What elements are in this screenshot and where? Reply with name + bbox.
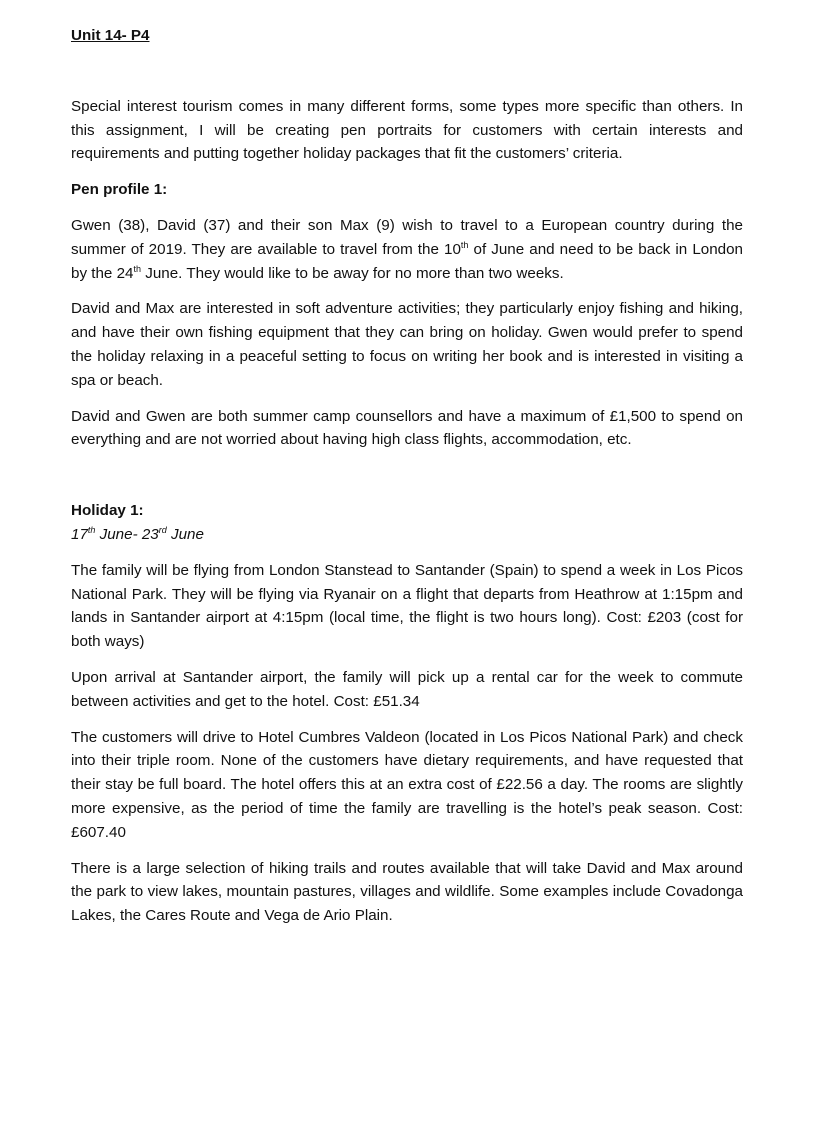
holiday-dates xyxy=(71,523,743,547)
profile-p1-sup-1: th xyxy=(460,239,469,250)
pen-profile-heading: Pen profile 1: xyxy=(71,181,168,199)
profile-p1-text-a: Gwen (38), David (37) and their son Max (9) wish to travel to a European country during the summer of 2019. They are available to travel from the 10 xyxy=(71,216,743,258)
holiday-heading: Holiday 1: xyxy=(71,502,144,520)
profile-p1-sup-2: th xyxy=(133,263,142,274)
holiday-paragraph-2: Upon arrival at Santander airport, the family will pick up a rental car for the week to commute between activities and get to the hotel. Cost: £51.34 xyxy=(71,668,743,710)
dates-text-c: June xyxy=(166,525,204,543)
intro-paragraph: Special interest tourism comes in many different forms, some types more specific than others. In this assignment, I will be creating pen portraits for customers with certain interests and requirements and putting together holiday packages that fit the customers’ criteria. xyxy=(71,97,743,163)
dates-sup-1: th xyxy=(87,524,96,535)
holiday-paragraph-3: The customers will drive to Hotel Cumbres Valdeon (located in Los Picos National Park) and check into their triple room. None of the customers have dietary requirements, and have requested that their stay be full board. The hotel offers this at an extra cost of £22.56 a day. The rooms are slightly more expensive, as the period of time the family are travelling is the hotel’s peak season. Cost: £607.40 xyxy=(71,728,743,841)
dates-text-a: 17 xyxy=(71,525,88,543)
document-page xyxy=(71,24,743,928)
dates-sup-2: rd xyxy=(158,524,167,535)
profile-paragraph-3: David and Gwen are both summer camp counsellors and have a maximum of £1,500 to spend on everything and are not worried about having high class flights, accommodation, etc. xyxy=(71,407,743,449)
profile-paragraph-2: David and Max are interested in soft adventure activities; they particularly enjoy fishing and hiking, and have their own fishing equipment that they can bring on holiday. Gwen would prefer to spend the holiday relaxing in a peaceful setting to focus on writing her book and is interested in visiting a spa or beach. xyxy=(71,300,743,389)
holiday-paragraph-1: The family will be flying from London Stanstead to Santander (Spain) to spend a week in Los Picos National Park. They will be flying via Ryanair on a flight that departs from Heathrow at 1:15pm and lands in Santander airport at 4:15pm (local time, the flight is two hours long). Cost: £203 (cost for both ways) xyxy=(71,561,743,651)
document-title: Unit 14- P4 xyxy=(71,27,150,44)
profile-paragraph-1 xyxy=(71,214,743,285)
dates-text-b: June- 23 xyxy=(95,525,159,543)
profile-p1-text-c: June. They would like to be away for no more than two weeks. xyxy=(141,264,564,282)
profile-p1-text-b: of June and need to be back in London by the 24 xyxy=(71,240,744,282)
holiday-paragraph-4: There is a large selection of hiking trails and routes available that will take David and Max around the park to view lakes, mountain pastures, villages and wildlife. Some examples include Covadonga Lakes, the Cares Route and Vega de Ario Plain. xyxy=(71,859,743,925)
